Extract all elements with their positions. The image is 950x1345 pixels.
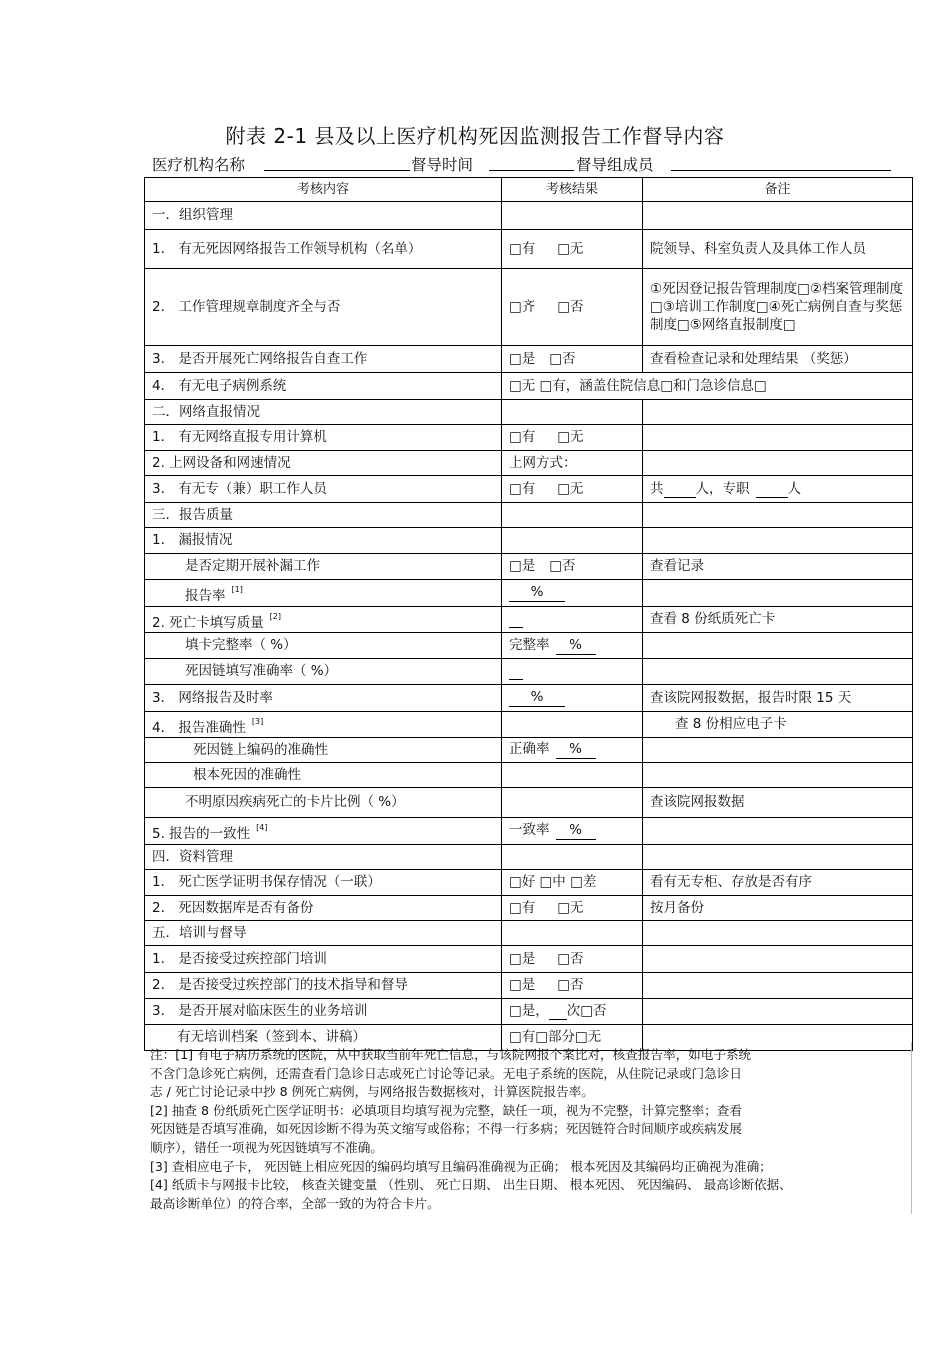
checkbox-no[interactable]: 次□否 (566, 1003, 607, 1019)
item-label: 报告率 [1] (145, 580, 502, 607)
checkbox-yes[interactable]: □有 (509, 429, 536, 445)
remark-cell: 查该院网报数据，报告时限 15 天 (643, 685, 913, 712)
footnote-line: 志 / 死亡讨论记录中抄 8 例死亡病例，与网络报告数据核对，计算医院报告率。 (150, 1084, 594, 1100)
remark-cell: 按月备份 (643, 896, 913, 921)
header-result: 考核结果 (502, 178, 643, 202)
item-label: 3． 是否开展死亡网络报告自查工作 (145, 346, 502, 373)
table-row (145, 580, 913, 607)
item-label: 是否定期开展补漏工作 (145, 554, 502, 580)
result-cell: 一致率 % (502, 818, 643, 845)
footnote-line: 不含门急诊死亡病例，还需查看门急诊日志或死亡讨论等记录。无电子系统的医院，从住院记录或门急诊日 (150, 1065, 742, 1081)
table-row (145, 528, 913, 554)
table-row (145, 946, 913, 973)
table-row (145, 269, 913, 346)
table-row (145, 230, 913, 269)
coding-accuracy-field[interactable]: % (556, 741, 596, 759)
header-info (152, 153, 912, 175)
team-members-field[interactable] (671, 170, 891, 171)
result-cell (502, 269, 643, 346)
remark-cell: 看有无专柜、存放是否有序 (643, 870, 913, 896)
checkbox-no[interactable]: □否 (557, 298, 584, 315)
item-label: 2. 死亡卡填写质量 [2] (145, 607, 502, 633)
table-row (145, 973, 913, 999)
checkbox-no[interactable]: □无 (557, 899, 584, 916)
table-row (145, 451, 913, 476)
header-remarks: 备注 (643, 178, 913, 202)
training-count-field[interactable] (549, 1004, 567, 1020)
supervision-table (144, 177, 913, 1051)
result-cell[interactable]: □好 □中 □差 (502, 870, 643, 896)
checkbox-yes[interactable]: □有 (509, 899, 536, 916)
item-label: 2． 是否接受过疾控部门的技术指导和督导 (145, 973, 502, 999)
card-quality-field[interactable] (509, 612, 523, 628)
result-cell (502, 607, 643, 633)
footnote-line: 最高诊断单位）的符合率，全部一致的为符合卡片。 (150, 1195, 440, 1211)
table-row (145, 999, 913, 1025)
checkbox-no[interactable]: □无 (557, 240, 584, 257)
remark-cell: 查 8 份相应电子卡 (643, 712, 913, 738)
table-row (145, 712, 913, 738)
result-cell (502, 973, 643, 999)
checkbox-yes[interactable]: □有 (509, 480, 536, 497)
supervision-time-field[interactable] (489, 170, 574, 171)
item-label: 3． 是否开展对临床医生的业务培训 (145, 999, 502, 1025)
item-label: 死因链上编码的准确性 (145, 738, 502, 763)
result-cell (502, 554, 643, 580)
item-label: 4． 报告准确性 [3] (145, 712, 502, 738)
result-cell: □无 □有，涵盖住院信息□和门急诊信息□ (502, 373, 913, 400)
remark-cell: 查看检查记录和处理结果 （奖惩） (643, 346, 913, 373)
header-content: 考核内容 (145, 178, 502, 202)
table-row (145, 425, 913, 451)
table-row (145, 896, 913, 921)
item-label: 不明原因疾病死亡的卡片比例（ %） (145, 788, 502, 818)
page-title: 附表 2-1 县及以上医疗机构死因监测报告工作督导内容 (225, 124, 725, 148)
checkbox-yes[interactable]: □是 (509, 950, 536, 967)
org-name-field[interactable] (264, 170, 410, 171)
footnote-line: 顺序），错任一项视为死因链填写不准确。 (150, 1139, 383, 1155)
checkbox-no[interactable]: □无 (557, 429, 584, 445)
accuracy-field[interactable] (509, 664, 523, 680)
result-cell[interactable]: 上网方式： (502, 451, 643, 476)
item-label: 有无培训档案（签到本、讲稿） (145, 1025, 502, 1051)
table-row (145, 818, 913, 845)
table-row (145, 554, 913, 580)
table-row (145, 921, 913, 946)
checkbox-no[interactable]: □否 (557, 977, 584, 993)
result-cell (502, 896, 643, 921)
result-cell: 完整率 % (502, 633, 643, 659)
remark-cell: 共 人，专职 人 (643, 476, 913, 503)
checkbox-yes[interactable]: □是 (509, 350, 536, 367)
remark-cell: 查看 8 份纸质死亡卡 (643, 607, 913, 633)
item-label: 1． 有无死因网络报告工作领导机构（名单） (145, 230, 502, 269)
table-row (145, 738, 913, 763)
result-cell (502, 999, 643, 1025)
footnote-line: 注：[1] 有电子病历系统的医院，从中获取当前年死亡信息，与该院网报个案比对，核查报告率，如电子系统 (150, 1047, 752, 1062)
right-border-line (911, 1042, 912, 1214)
item-label: 3． 网络报告及时率 (145, 685, 502, 712)
checkbox-no[interactable]: □否 (549, 558, 576, 574)
item-label: 根本死因的准确性 (145, 763, 502, 788)
checkbox-yes[interactable]: □是， (509, 1003, 549, 1019)
checkbox-yes[interactable]: □有 (509, 240, 536, 257)
table-row (145, 685, 913, 712)
section-title: 五．培训与督导 (145, 921, 502, 946)
item-label: 死因链填写准确率（ %） (145, 659, 502, 685)
checkbox-yes[interactable]: □是 (509, 558, 536, 574)
item-label: 2. 上网设备和网速情况 (145, 451, 502, 476)
result-cell: 正确率 % (502, 738, 643, 763)
result-cell (502, 425, 643, 451)
checkbox-no[interactable]: □无 (557, 480, 584, 497)
section-title: 二．网络直报情况 (145, 400, 502, 425)
result-cell (502, 580, 643, 607)
result-cell (502, 685, 643, 712)
table-row (145, 870, 913, 896)
section-title: 三．报告质量 (145, 503, 502, 528)
supervision-time-label: 督导时间 (411, 156, 474, 174)
item-label: 4． 有无电子病例系统 (145, 373, 502, 400)
item-label: 2． 工作管理规章制度齐全与否 (145, 269, 502, 346)
table-row (145, 788, 913, 818)
table-row (145, 633, 913, 659)
footnote-line: 死因链是否填写准确，如死因诊断不得为英文缩写或俗称；不得一行多病；死因链符合时间顺序或疾病发展 (150, 1121, 742, 1137)
consistency-field[interactable]: % (556, 822, 596, 840)
report-rate-field[interactable]: % (509, 584, 565, 602)
result-cell (502, 659, 643, 685)
table-row (145, 476, 913, 503)
section-title: 一．组织管理 (145, 202, 502, 230)
footnote-line: [2] 抽查 8 份纸质死亡医学证明书：必填项目均填写视为完整，缺任一项，视为不完整，计算完整率；查看 (150, 1102, 742, 1118)
org-name-label: 医疗机构名称 (152, 156, 246, 174)
table-header-row (145, 178, 913, 202)
remark-cell: 查看记录 (643, 554, 913, 580)
result-cell (502, 946, 643, 973)
section-title: 四．资料管理 (145, 845, 502, 870)
completeness-field[interactable]: % (556, 637, 596, 655)
item-label: 2． 死因数据库是否有备份 (145, 896, 502, 921)
result-cell[interactable]: □有□部分□无 (502, 1025, 643, 1051)
item-label: 1． 有无网络直报专用计算机 (145, 425, 502, 451)
footnote-line: [4] 纸质卡与网报卡比较， 核查关键变量 （性别、 死亡日期、 出生日期、 根本死因、 死因编码、 最高诊断依据、 (150, 1177, 792, 1193)
remark-cell: ①死因登记报告管理制度□②档案管理制度□③培训工作制度□④死亡病例自查与奖惩制度□⑤网络直报制度□ (643, 269, 913, 346)
item-label: 3． 有无专（兼）职工作人员 (145, 476, 502, 503)
checkbox-no[interactable]: □否 (549, 350, 576, 367)
item-label: 1． 漏报情况 (145, 528, 502, 554)
result-cell (502, 476, 643, 503)
footnote-line: [3] 查相应电子卡， 死因链上相应死因的编码均填写且编码准确视为正确； 根本死因及其编码均正确视为准确； (150, 1158, 772, 1174)
table-row (145, 607, 913, 633)
remark-cell: 查该院网报数据 (643, 788, 913, 818)
result-cell (502, 230, 643, 269)
table-row (145, 845, 913, 870)
fulltime-staff-field[interactable] (756, 482, 788, 498)
table-row (145, 346, 913, 373)
item-label: 5. 报告的一致性 [4] (145, 818, 502, 845)
table-row (145, 400, 913, 425)
checkbox-yes[interactable]: □是 (509, 977, 536, 993)
table-row (145, 763, 913, 788)
item-label: 填卡完整率（ %） (145, 633, 502, 659)
footnotes (150, 1046, 910, 1213)
item-label: 1． 是否接受过疾控部门培训 (145, 946, 502, 973)
timeliness-field[interactable]: % (509, 689, 565, 707)
checkbox-no[interactable]: □否 (557, 950, 584, 967)
table-row (145, 202, 913, 230)
checkbox-complete[interactable]: □齐 (509, 298, 536, 315)
remark-cell: 院领导、科室负责人及具体工作人员 (643, 230, 913, 269)
team-members-label: 督导组成员 (576, 156, 654, 174)
table-row (145, 373, 913, 400)
total-staff-field[interactable] (664, 482, 696, 498)
item-label: 1． 死亡医学证明书保存情况（一联） (145, 870, 502, 896)
result-cell (502, 346, 643, 373)
table-row (145, 659, 913, 685)
table-row (145, 503, 913, 528)
